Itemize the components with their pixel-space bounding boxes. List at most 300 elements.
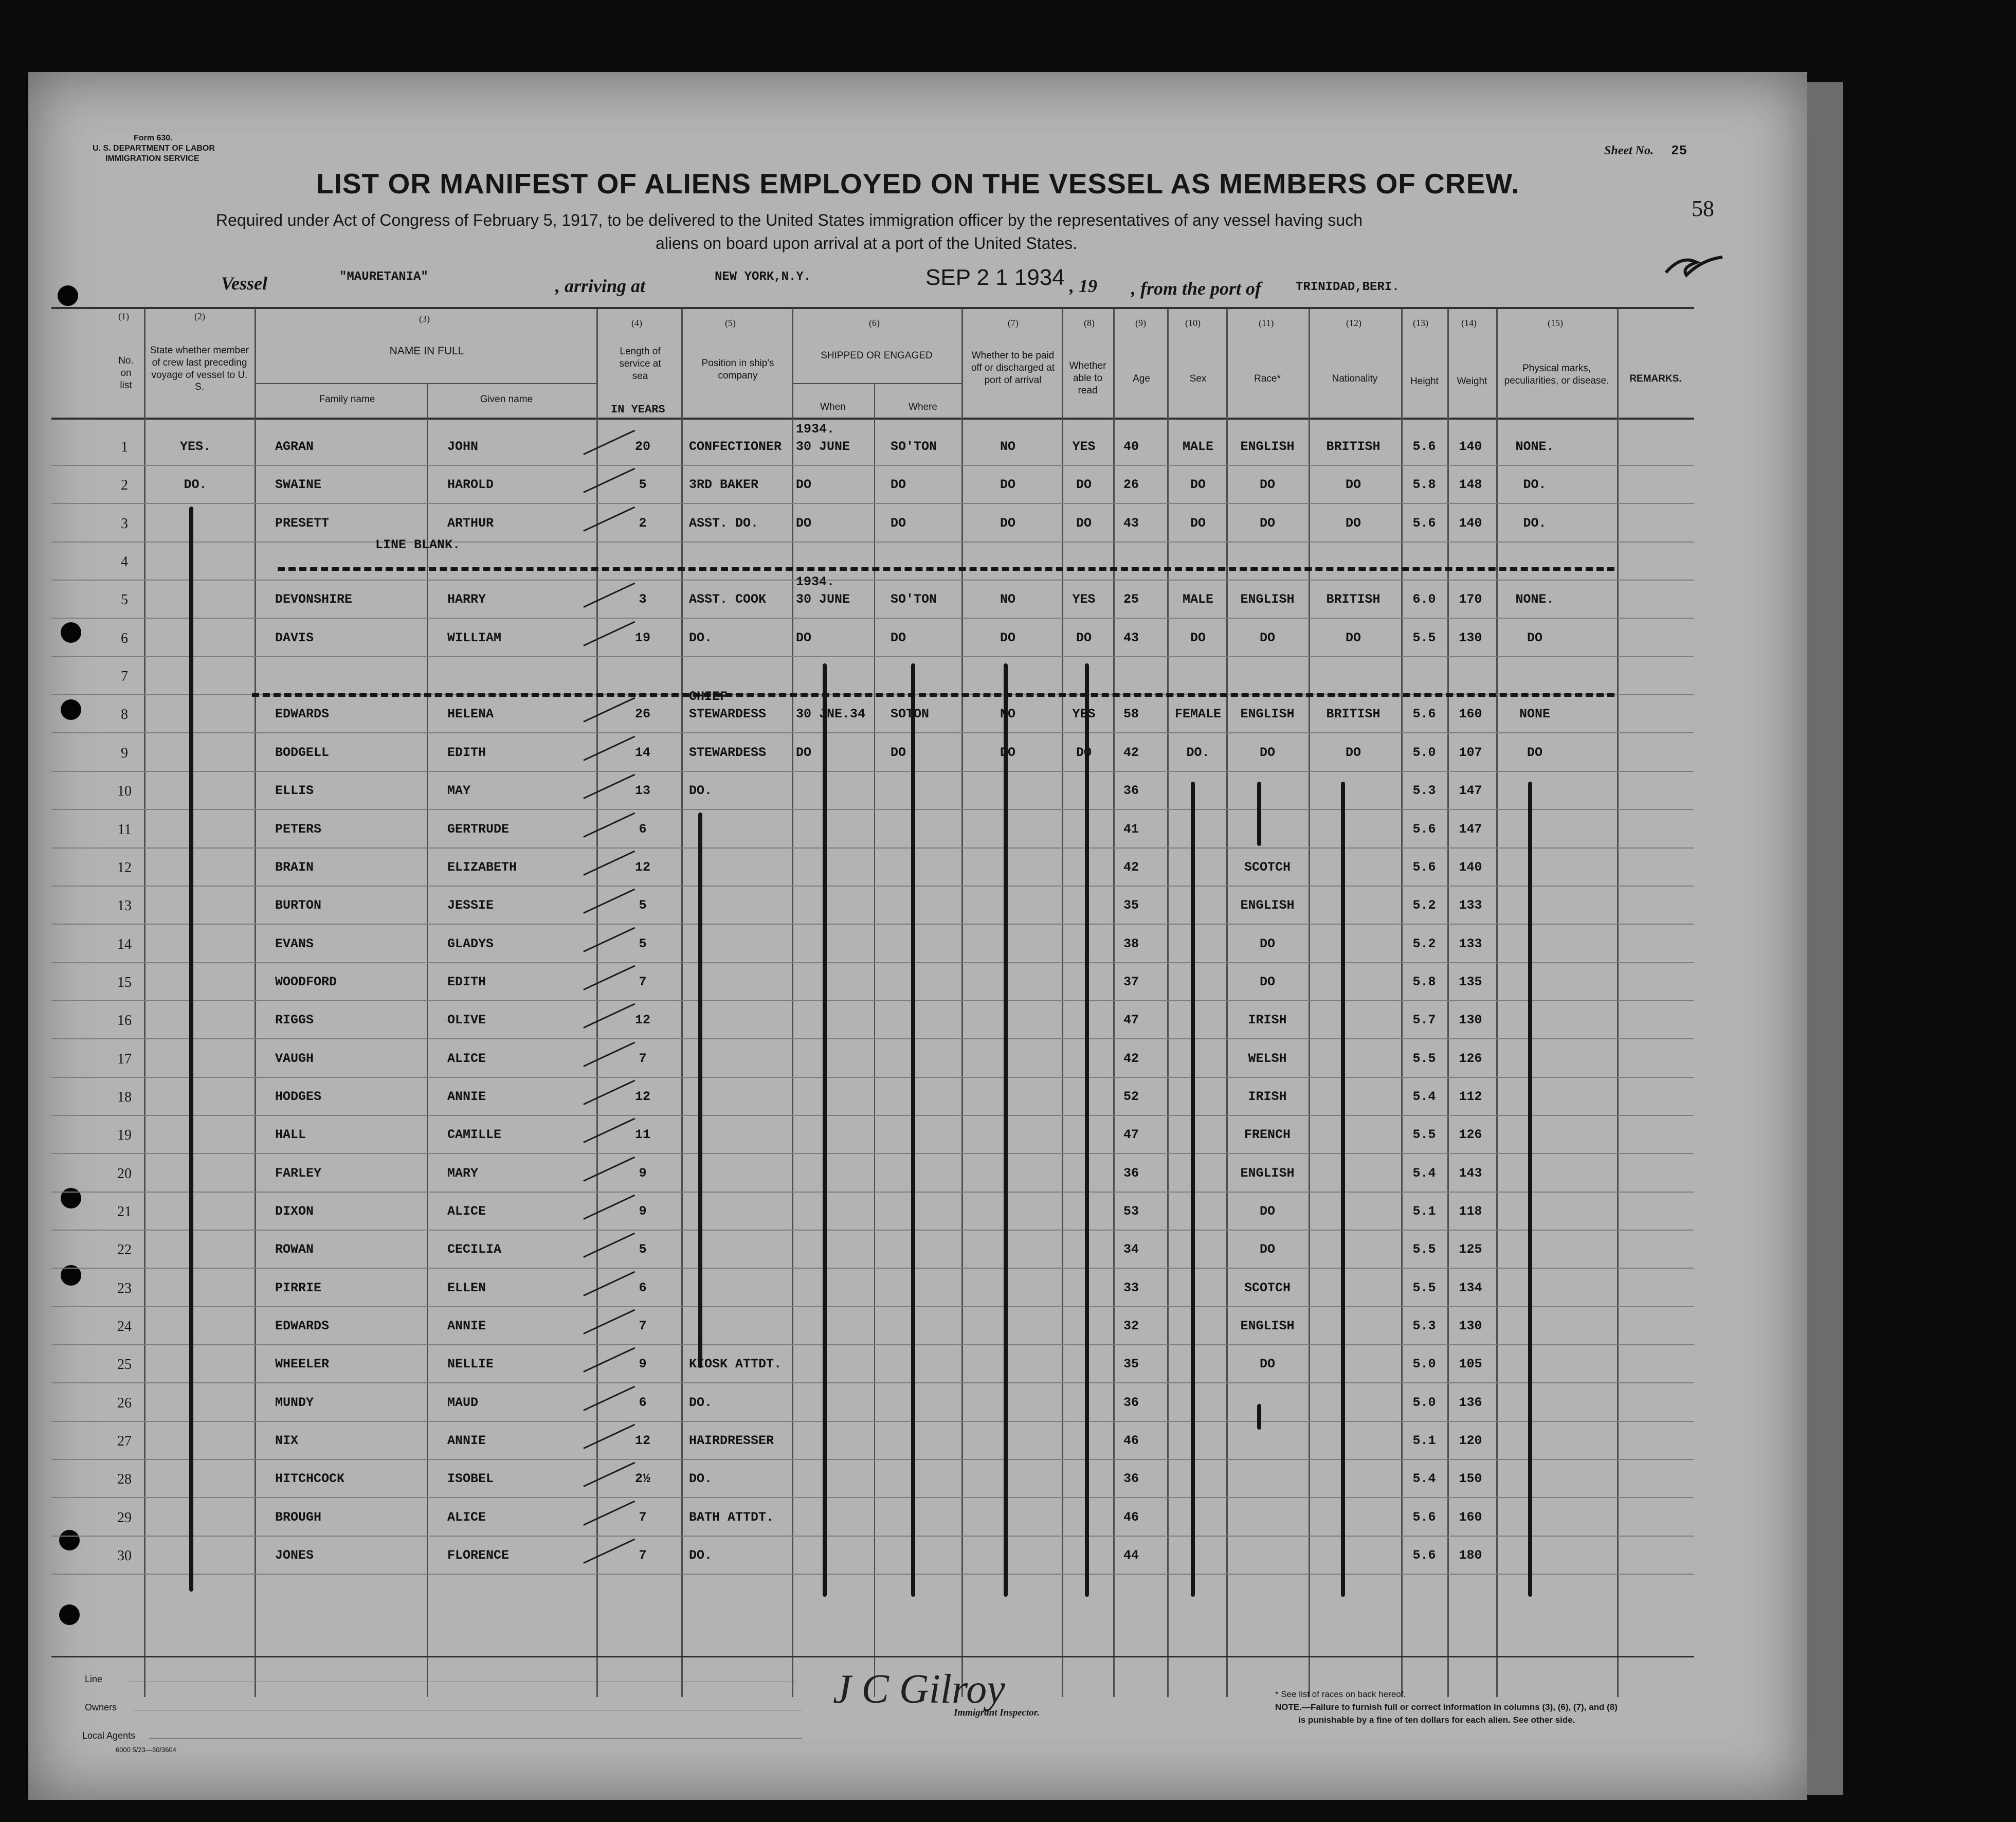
owners-label: Owners <box>85 1702 117 1712</box>
footnote-fine-1: NOTE.—Failure to furnish full or correct information in columns (3), (6), (7), and (8) <box>1275 1702 1618 1712</box>
service: IMMIGRATION SERVICE <box>105 154 199 163</box>
cell-given: HELENA <box>447 707 494 722</box>
col14-num: (14) <box>1461 318 1477 328</box>
col3-header: NAME IN FULL <box>389 345 464 357</box>
cell-no: 9 <box>121 745 128 761</box>
cell-family: EVANS <box>275 936 314 951</box>
cell-family: NIX <box>275 1433 299 1449</box>
row-rule <box>51 1153 1694 1154</box>
cell-given: ALICE <box>447 1509 486 1525</box>
cell-service: 7 <box>639 1509 647 1525</box>
cell-when: DO <box>796 745 812 760</box>
col10-header: Sex <box>1189 373 1207 384</box>
cell-where: SO'TON <box>891 592 937 607</box>
cell-when: 30 JUNE <box>796 592 850 607</box>
cell-race: DO <box>1259 745 1276 760</box>
cell-read: YES <box>1072 707 1096 722</box>
row-rule <box>51 771 1694 772</box>
cell-weight: 133 <box>1459 936 1482 951</box>
cell-prev: YES. <box>179 439 211 454</box>
column-rule <box>1496 309 1498 1697</box>
cell-height: 5.6 <box>1412 1548 1436 1563</box>
column-rule <box>792 309 793 1697</box>
cell-height: 5.5 <box>1412 1242 1436 1257</box>
cell-read: DO <box>1076 745 1092 760</box>
col16-header: REMARKS. <box>1629 373 1682 384</box>
cell-service: 9 <box>639 1204 647 1219</box>
cell-weight: 136 <box>1459 1395 1482 1410</box>
cell-weight: 140 <box>1459 515 1482 531</box>
col6-header: SHIPPED OR ENGAGED <box>821 350 933 361</box>
cell-weight: 170 <box>1459 592 1482 607</box>
cell-position: DO. <box>689 1548 713 1563</box>
cell-service: 12 <box>634 1013 651 1028</box>
cell-marks: DO <box>1527 630 1543 645</box>
cell-service: 6 <box>639 1395 647 1410</box>
cell-sex: MALE <box>1182 439 1214 454</box>
vessel-name: "MAURETANIA" <box>339 270 428 284</box>
cell-age: 47 <box>1123 1013 1139 1028</box>
row-rule <box>51 847 1694 849</box>
row-rule <box>51 1536 1694 1537</box>
cell-height: 5.3 <box>1412 1319 1436 1334</box>
cell-race: DO <box>1259 630 1276 645</box>
cell-no: 26 <box>117 1395 132 1411</box>
cell-sex: DO. <box>1186 745 1210 760</box>
cell-height: 5.2 <box>1412 936 1436 951</box>
cell-no: 29 <box>117 1509 132 1526</box>
date-stamp: SEP 2 1 1934 <box>925 265 1065 290</box>
line-label: Line <box>85 1674 103 1684</box>
cell-weight: 118 <box>1459 1204 1482 1219</box>
cell-age: 44 <box>1123 1548 1139 1563</box>
cell-read: DO <box>1076 515 1092 531</box>
cell-prev: DO. <box>184 477 207 493</box>
ditto-bar-col15 <box>1528 782 1532 1597</box>
col6-num: (6) <box>869 318 880 328</box>
cell-weight: 148 <box>1459 477 1482 493</box>
cell-sex: FEMALE <box>1174 707 1222 722</box>
cell-service: 26 <box>634 707 651 722</box>
cell-given: CECILIA <box>447 1242 502 1257</box>
cell-race: ENGLISH <box>1240 898 1295 913</box>
cell-given: JESSIE <box>447 898 494 913</box>
cell-position: 3RD BAKER <box>689 477 759 493</box>
agents-field <box>149 1738 802 1739</box>
cell-race: DO <box>1259 1357 1276 1372</box>
cell-race: DO <box>1259 1204 1276 1219</box>
cell-age: 34 <box>1123 1242 1139 1257</box>
row-rule <box>51 1574 1694 1575</box>
sheet-number: 25 <box>1671 143 1687 158</box>
row-rule <box>51 465 1694 466</box>
row-rule <box>51 1421 1694 1422</box>
cell-height: 5.8 <box>1412 974 1436 989</box>
cell-given: MARY <box>447 1165 479 1181</box>
cell-nationality: DO <box>1345 515 1361 531</box>
cell-weight: 180 <box>1459 1548 1482 1563</box>
col5-header: Position in ship's company <box>701 358 774 381</box>
cell-service: 9 <box>639 1165 647 1181</box>
row-rule <box>51 1192 1694 1193</box>
cell-age: 46 <box>1123 1509 1139 1525</box>
cell-weight: 130 <box>1459 1013 1482 1028</box>
cell-weight: 105 <box>1459 1357 1482 1372</box>
col6-when-header: When <box>820 402 846 412</box>
cell-family: BROUGH <box>275 1509 322 1525</box>
cell-position: DO. <box>689 1395 713 1410</box>
cell-no: 1 <box>121 439 128 455</box>
cell-given: OLIVE <box>447 1013 486 1028</box>
cell-service: 14 <box>634 745 651 760</box>
cell-age: 36 <box>1123 783 1139 799</box>
cell-no: 24 <box>117 1319 132 1335</box>
cell-service: 13 <box>634 783 651 799</box>
cell-given: ELLEN <box>447 1280 486 1295</box>
cell-read: DO <box>1076 477 1092 493</box>
cell-position: DO. <box>689 1471 713 1487</box>
cell-race: DO <box>1259 936 1276 951</box>
cell-age: 43 <box>1123 515 1139 531</box>
cell-height: 5.4 <box>1412 1089 1436 1104</box>
column-rule <box>1226 309 1228 1697</box>
cell-weight: 150 <box>1459 1471 1482 1487</box>
cell-weight: 134 <box>1459 1280 1482 1295</box>
row-rule <box>51 924 1694 925</box>
cell-no: 15 <box>117 974 132 990</box>
cell-no: 25 <box>117 1357 132 1373</box>
cell-race: FRENCH <box>1244 1127 1291 1143</box>
cell-given: WILLIAM <box>447 630 502 645</box>
cell-when-year: 1934. <box>796 574 835 590</box>
cell-height: 5.6 <box>1412 707 1436 722</box>
cell-when: DO <box>796 515 812 531</box>
cell-age: 40 <box>1123 439 1139 454</box>
cell-position-top: CHIEF <box>689 689 728 705</box>
cell-marks: NONE <box>1519 707 1551 722</box>
cell-age: 35 <box>1123 1357 1139 1372</box>
cell-age: 36 <box>1123 1471 1139 1487</box>
ditto-bar-col11b <box>1257 1404 1261 1430</box>
cell-weight: 143 <box>1459 1165 1482 1181</box>
cell-where: SO'TON <box>891 439 937 454</box>
cell-family: HODGES <box>275 1089 322 1104</box>
cancelled-line-dash <box>252 693 1614 697</box>
cell-position: STEWARDESS <box>689 707 767 722</box>
cell-weight: 130 <box>1459 1319 1482 1334</box>
cell-family: AGRAN <box>275 439 314 454</box>
vessel-label: Vessel <box>221 273 267 294</box>
ditto-bar-col6-when <box>823 663 827 1597</box>
cell-no: 21 <box>117 1204 132 1220</box>
col9-header: Age <box>1133 373 1150 384</box>
cell-height: 5.6 <box>1412 859 1436 875</box>
cell-service: 7 <box>639 1548 647 1563</box>
name-subrule <box>255 383 596 384</box>
row-rule <box>51 1230 1694 1231</box>
cell-age: 42 <box>1123 1051 1139 1066</box>
cell-marks: NONE. <box>1515 592 1554 607</box>
col3-family-header: Family name <box>319 394 375 405</box>
cell-no: 14 <box>117 936 132 952</box>
cell-race: ENGLISH <box>1240 1165 1295 1181</box>
cell-family: MUNDY <box>275 1395 314 1410</box>
cell-family: FARLEY <box>275 1165 322 1181</box>
col12-num: (12) <box>1346 318 1361 328</box>
column-rule <box>1167 309 1169 1697</box>
cell-given: NELLIE <box>447 1357 494 1372</box>
cell-age: 47 <box>1123 1127 1139 1143</box>
cell-position: STEWARDESS <box>689 745 767 760</box>
cell-service: 3 <box>639 592 647 607</box>
cell-service: 6 <box>639 821 647 837</box>
cell-family: PIRRIE <box>275 1280 322 1295</box>
cell-family: PETERS <box>275 821 322 837</box>
cell-service: 5 <box>639 936 647 951</box>
cell-service: 19 <box>634 630 651 645</box>
cell-family: SWAINE <box>275 477 322 493</box>
print-code: 6000 5/23—30/3604 <box>116 1746 176 1754</box>
cell-weight: 112 <box>1459 1089 1482 1104</box>
cell-no: 30 <box>117 1548 132 1564</box>
cell-where: DO <box>891 630 906 645</box>
cell-given: ANNIE <box>447 1433 486 1449</box>
col5-num: (5) <box>725 318 736 328</box>
column-rule <box>255 309 256 1697</box>
cell-given: ANNIE <box>447 1089 486 1104</box>
row-rule <box>51 1344 1694 1345</box>
cell-position: DO. <box>689 630 713 645</box>
cell-height: 5.6 <box>1412 821 1436 837</box>
col2-header: State whether member of crew last preceding voyage of vessel to U. S. <box>150 345 249 393</box>
cell-weight: 147 <box>1459 783 1482 799</box>
col11-header: Race* <box>1254 373 1281 384</box>
cell-service: 7 <box>639 974 647 989</box>
cell-given: GLADYS <box>447 936 494 951</box>
page-number: 58 <box>1692 196 1714 221</box>
cell-age: 37 <box>1123 974 1139 989</box>
cell-when: DO <box>796 477 812 493</box>
column-rule <box>961 309 963 1697</box>
binder-hole <box>59 1530 80 1550</box>
cell-paid: DO <box>1000 515 1016 531</box>
col10-num: (10) <box>1185 318 1201 328</box>
cell-age: 42 <box>1123 745 1139 760</box>
cell-height: 5.1 <box>1412 1433 1436 1449</box>
row-rule <box>51 618 1694 619</box>
col9-num: (9) <box>1135 318 1146 328</box>
form-number: Form 630. <box>134 134 173 142</box>
cell-service: 7 <box>639 1319 647 1334</box>
cell-no: 28 <box>117 1471 132 1488</box>
cell-read: YES <box>1072 592 1096 607</box>
cell-position: BATH ATTDT. <box>689 1509 774 1525</box>
cell-family: BURTON <box>275 898 322 913</box>
cell-given: CAMILLE <box>447 1127 502 1143</box>
row-rule <box>51 809 1694 810</box>
page-title: LIST OR MANIFEST OF ALIENS EMPLOYED ON THE VESSEL AS MEMBERS OF CREW. <box>316 168 1520 200</box>
row-rule <box>51 656 1694 657</box>
cell-family: HITCHCOCK <box>275 1471 345 1487</box>
cell-no: 19 <box>117 1127 132 1144</box>
cell-given: ELIZABETH <box>447 859 517 875</box>
cell-service: 5 <box>639 1242 647 1257</box>
subtitle-line-1: Required under Act of Congress of February 5, 1917, to be delivered to the United States immigration officer by the representatives of any vessel having such <box>216 211 1363 229</box>
subtitle-line-2: aliens on board upon arrival at a port of the United States. <box>656 234 1078 252</box>
cell-no: 7 <box>121 669 128 685</box>
col15-header: Physical marks, peculiarities, or disease. <box>1504 363 1609 386</box>
row-rule <box>51 1038 1694 1039</box>
cell-height: 5.4 <box>1412 1165 1436 1181</box>
cell-service: 6 <box>639 1280 647 1295</box>
row-rule <box>51 962 1694 963</box>
column-rule <box>681 309 683 1697</box>
blank-line-dash <box>278 567 1614 571</box>
line-blank-note: LINE BLANK. <box>375 537 461 553</box>
row-rule <box>51 1268 1694 1269</box>
ditto-bar-col8 <box>1085 663 1089 1597</box>
cell-weight: 126 <box>1459 1051 1482 1066</box>
row-rule <box>51 1382 1694 1383</box>
cell-given: EDITH <box>447 745 486 760</box>
cell-paid: NO <box>1000 439 1016 454</box>
cell-height: 5.2 <box>1412 898 1436 913</box>
cell-family: EDWARDS <box>275 707 330 722</box>
cell-race: SCOTCH <box>1244 859 1291 875</box>
initials-mark <box>1661 252 1728 283</box>
col13-num: (13) <box>1413 318 1428 328</box>
cell-weight: 160 <box>1459 707 1482 722</box>
cell-race: ENGLISH <box>1240 707 1295 722</box>
cell-service: 7 <box>639 1051 647 1066</box>
col15-num: (15) <box>1548 318 1563 328</box>
ditto-bar-col11 <box>1257 782 1261 846</box>
column-rule <box>1401 309 1403 1697</box>
cell-race: DO <box>1259 1242 1276 1257</box>
column-rule <box>1447 309 1449 1697</box>
ditto-bar-col12 <box>1341 782 1345 1597</box>
cell-position: CONFECTIONER <box>689 439 782 454</box>
cell-family: ROWAN <box>275 1242 314 1257</box>
cell-height: 5.1 <box>1412 1204 1436 1219</box>
cell-weight: 130 <box>1459 630 1482 645</box>
cell-sex: DO <box>1190 477 1206 493</box>
ditto-bar-col2 <box>189 507 193 1592</box>
footnote-races: * See list of races on back hereof. <box>1275 1689 1406 1699</box>
cell-weight: 140 <box>1459 859 1482 875</box>
cell-race: DO <box>1259 477 1276 493</box>
cell-weight: 133 <box>1459 898 1482 913</box>
cell-where: SOTON <box>891 707 930 722</box>
cell-nationality: DO <box>1345 477 1361 493</box>
cell-no: 23 <box>117 1280 132 1296</box>
row-rule <box>51 1459 1694 1460</box>
shipped-subrule <box>792 383 961 384</box>
cell-marks: DO <box>1527 745 1543 760</box>
cell-no: 17 <box>117 1051 132 1067</box>
cell-given: ISOBEL <box>447 1471 494 1487</box>
cell-given: HARRY <box>447 592 486 607</box>
arriving-port: NEW YORK,N.Y. <box>715 270 811 284</box>
cell-no: 13 <box>117 898 132 914</box>
cell-read: DO <box>1076 630 1092 645</box>
cell-height: 5.6 <box>1412 515 1436 531</box>
col2-num: (2) <box>194 311 205 321</box>
cell-given: ALICE <box>447 1204 486 1219</box>
cell-service: 5 <box>639 898 647 913</box>
cell-family: WHEELER <box>275 1357 330 1372</box>
cell-age: 26 <box>1123 477 1139 493</box>
cell-height: 5.0 <box>1412 1357 1436 1372</box>
cell-age: 38 <box>1123 936 1139 951</box>
cell-race: ENGLISH <box>1240 1319 1295 1334</box>
cell-when: DO <box>796 630 812 645</box>
cell-given: ARTHUR <box>447 515 494 531</box>
col3-given-header: Given name <box>480 394 533 405</box>
cell-no: 11 <box>117 821 132 838</box>
binder-hole <box>61 699 81 720</box>
cell-given: MAUD <box>447 1395 479 1410</box>
row-rule <box>51 732 1694 733</box>
col1-num: (1) <box>118 311 129 321</box>
cell-service: 12 <box>634 859 651 875</box>
cell-age: 25 <box>1123 592 1139 607</box>
cell-no: 3 <box>121 515 128 532</box>
cell-given: GERTRUDE <box>447 821 510 837</box>
cell-no: 22 <box>117 1242 132 1258</box>
cell-paid: NO <box>1000 592 1016 607</box>
cell-race: ENGLISH <box>1240 592 1295 607</box>
cell-family: HALL <box>275 1127 306 1143</box>
ditto-bar-col7 <box>1004 663 1008 1597</box>
cell-family: ELLIS <box>275 783 314 799</box>
cell-height: 5.8 <box>1412 477 1436 493</box>
column-rule <box>144 309 146 1697</box>
cell-no: 20 <box>117 1165 132 1182</box>
col8-header: Whether able to read <box>1069 360 1106 396</box>
col11-num: (11) <box>1259 318 1274 328</box>
col13-header: Height <box>1410 376 1439 387</box>
cell-when-year: 1934. <box>796 422 835 437</box>
cell-given: JOHN <box>447 439 479 454</box>
cell-nationality: DO <box>1345 630 1361 645</box>
inspector-signature: J C Gilroy <box>833 1667 1005 1712</box>
cell-weight: 125 <box>1459 1242 1482 1257</box>
footnote-fine-2: is punishable by a fine of ten dollars for each alien. See other side. <box>1298 1715 1575 1725</box>
cell-family: BRAIN <box>275 859 314 875</box>
arriving-label: , arriving at <box>555 276 646 296</box>
cell-paid: DO <box>1000 745 1016 760</box>
cell-race: DO <box>1259 515 1276 531</box>
cell-family: EDWARDS <box>275 1319 330 1334</box>
row-rule <box>51 1497 1694 1498</box>
cell-marks: DO. <box>1523 477 1547 493</box>
col4-header: Length of service at sea <box>619 346 661 382</box>
cell-service: 20 <box>634 439 651 454</box>
cell-where: DO <box>891 745 906 760</box>
cell-service: 2½ <box>634 1471 651 1487</box>
cell-race: ENGLISH <box>1240 439 1295 454</box>
col1-header: No. on list <box>118 355 134 391</box>
cell-weight: 107 <box>1459 745 1482 760</box>
footer-rule <box>51 1656 1694 1657</box>
cell-family: JONES <box>275 1548 314 1563</box>
row-rule <box>51 1115 1694 1116</box>
col4-num: (4) <box>631 318 642 328</box>
cell-age: 53 <box>1123 1204 1139 1219</box>
cell-family: PRESETT <box>275 515 330 531</box>
cell-service: 9 <box>639 1357 647 1372</box>
